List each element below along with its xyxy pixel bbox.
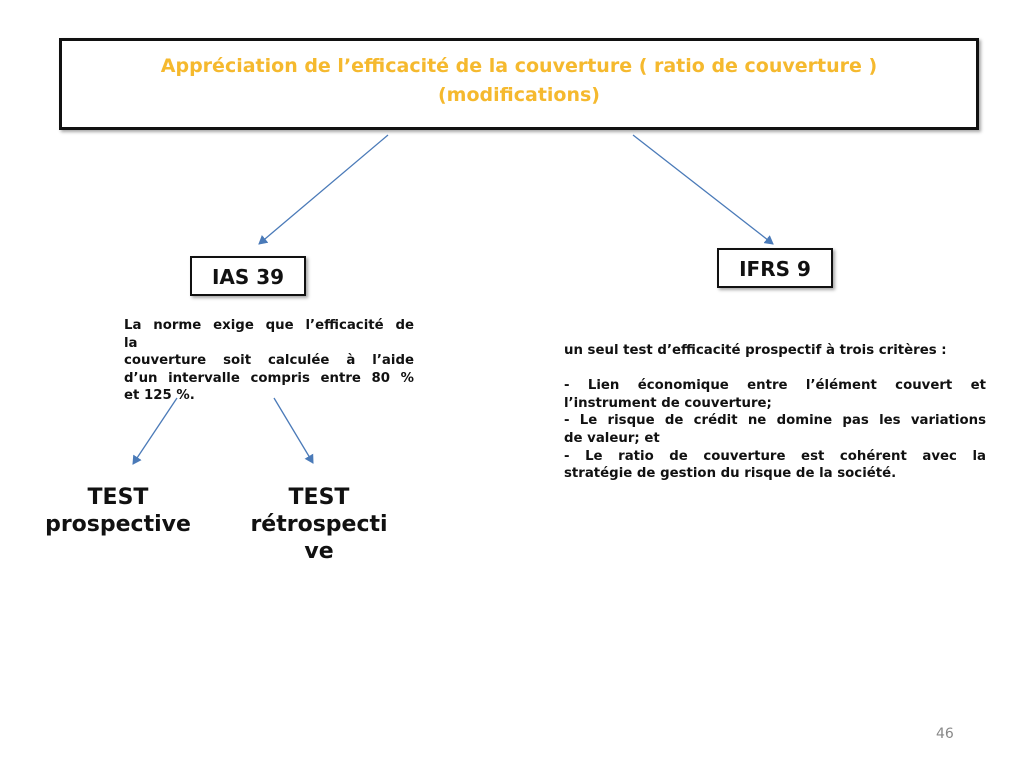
title-line-2: (modifications) [438, 84, 600, 106]
arrow-ias39-to-prospective [133, 398, 177, 464]
ifrs9-description [564, 342, 986, 483]
test-prospective [40, 484, 196, 538]
title-line-1: Appréciation de l’efficacité de la couverture ( ratio de couverture ) [160, 55, 878, 77]
ifrs9-spacer [564, 360, 986, 378]
ifrs9-criteria-line: - Lien économique entre l’élément couvert et [564, 378, 986, 394]
test-prospective-line: TEST [87, 485, 149, 510]
ias39-label: IAS 39 [211, 265, 285, 289]
ias39-box [190, 256, 306, 296]
page-number: 46 [936, 726, 954, 742]
test-retrospective-line: rétrospecti [250, 512, 388, 537]
ifrs9-intro: un seul test d’efficacité prospectif à trois critères : [564, 343, 947, 358]
ias39-text-line: couverture soit calculée à l’aide [124, 353, 414, 369]
test-retrospective-line: TEST [288, 485, 350, 510]
ias39-description [124, 317, 414, 405]
ias39-text-line: la [124, 335, 138, 351]
ifrs9-criteria-line: l’instrument de couverture; [564, 395, 772, 411]
arrow-ias39-to-retrospective [274, 398, 313, 463]
ifrs9-box [717, 248, 833, 288]
ifrs9-criteria-line: stratégie de gestion du risque de la société. [564, 466, 897, 482]
ifrs9-label: IFRS 9 [739, 257, 811, 281]
ifrs9-criteria-line: - Le ratio de couverture est cohérent avec la [564, 448, 986, 464]
arrow-title-to-ifrs9 [633, 135, 773, 244]
ias39-text-line: d’un intervalle compris entre 80 % [124, 370, 414, 386]
ifrs9-criteria-line: de valeur; et [564, 430, 660, 446]
test-retrospective-line: ve [304, 539, 334, 564]
test-prospective-line: prospective [45, 512, 191, 537]
test-retrospective [246, 484, 392, 565]
ias39-text-line: La norme exige que l’efficacité de [124, 318, 414, 333]
ifrs9-criteria-line: - Le risque de crédit ne domine pas les variations [564, 413, 986, 429]
ias39-text-line: et 125 %. [124, 388, 195, 404]
arrow-title-to-ias39 [259, 135, 388, 244]
